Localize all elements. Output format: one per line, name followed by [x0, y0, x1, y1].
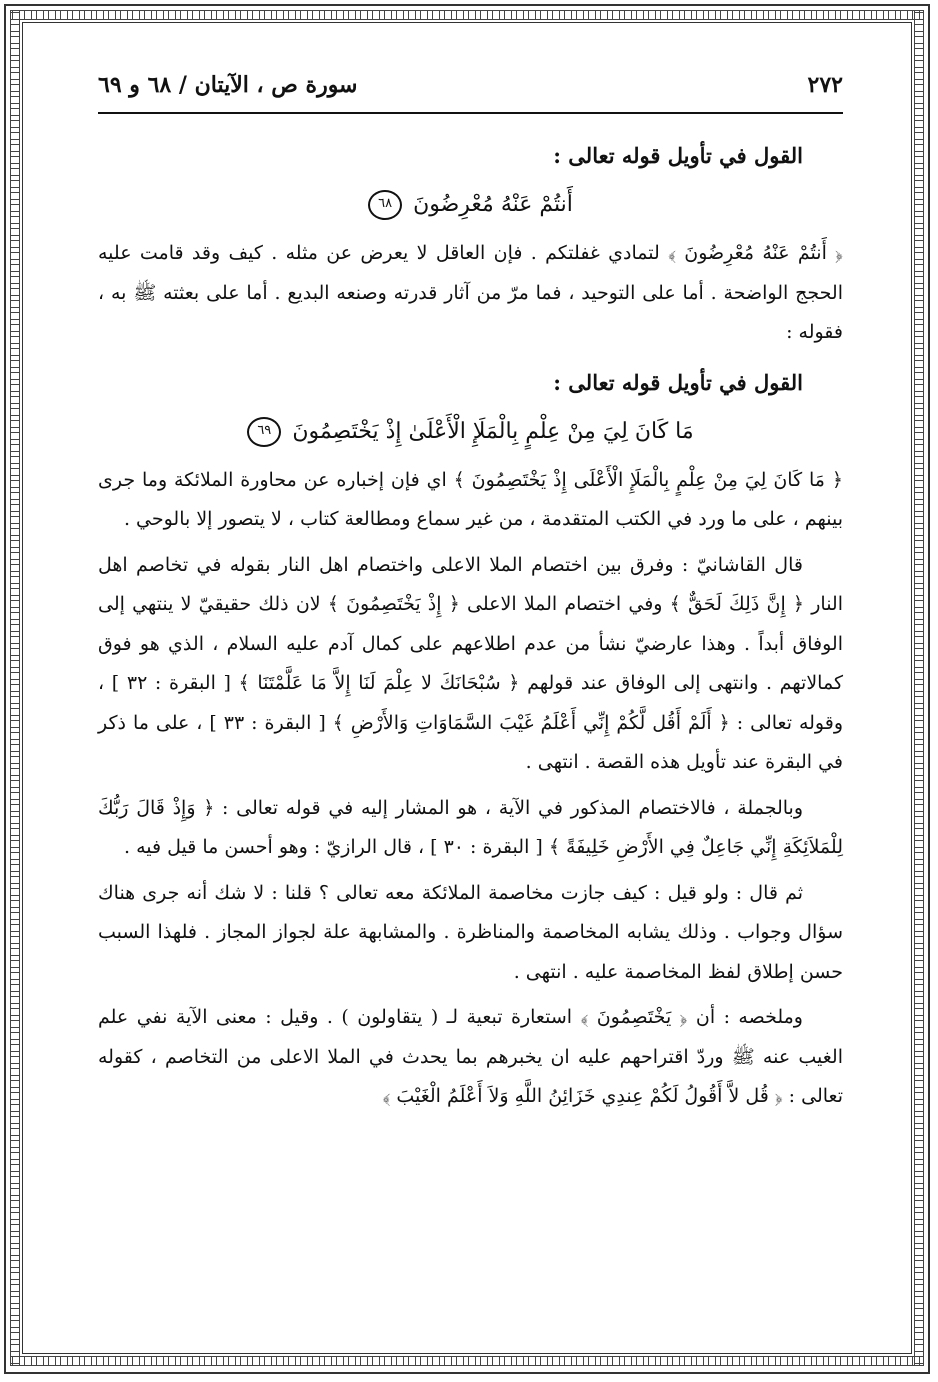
verse-68 — [98, 182, 843, 228]
paragraph-1: ﴿ أَنتُمْ عَنْهُ مُعْرِضُونَ ﴾ لتمادي غفلتكم . فإن العاقل لا يعرض عن مثله . كيف وقد قامت عليه الحجج الواضحة . أما على التوحيد ، فما مرّ من آثار قدرته وصنعه البديع . أما على بعثته ﷺ به ، فقوله : — [98, 242, 843, 343]
paragraph-5: ثم قال : ولو قيل : كيف جازت مخاصمة الملائكة معه تعالى ؟ قلنا : لا شك أنه جرى هناك سؤال وجواب . وذلك يشابه المخاصمة والمناظرة . والمشابهة علة لجواز المجاز . فلهذا السبب حسن إطلاق لفظ المخاصمة عليه . انتهى . — [98, 881, 843, 983]
section-heading-1: القول في تأويل قوله تعالى : — [553, 143, 803, 168]
decorative-border-right — [914, 10, 924, 1366]
decorative-border-left — [10, 10, 20, 1366]
page-header — [98, 68, 843, 108]
verse-text: أَنتُمْ عَنْهُ مُعْرِضُونَ — [413, 192, 573, 217]
ayah-number-badge: ٦٨ — [368, 190, 402, 220]
paragraph-6: وملخصه : أن ﴿ يَخْتَصِمُونَ ﴾ استعارة تبعية لـ ( يتقاولون ) . وقيل : معنى الآية نفي علم الغيب عنه ﷺ وردّ اقتراحهم عليه ان يخبرهم بما يحدث في الملا الاعلى من التخاصم ، كقوله تعالى : ﴿ قُل لاَّ أَقُولُ لَكُمْ عِندِي خَزَائِنُ اللَّهِ وَلاَ أَعْلَمُ الْغَيْبَ ﴾ — [98, 1006, 843, 1107]
verse-text: مَا كَانَ لِيَ مِنْ عِلْمٍ بِالْمَلَإِ الْأَعْلَىٰ إِذْ يَخْتَصِمُونَ — [292, 418, 694, 444]
verse-69 — [98, 409, 843, 455]
ayah-number-badge: ٦٩ — [247, 417, 281, 447]
decorative-border-bottom — [10, 1356, 924, 1366]
paragraph-4: وبالجملة ، فالاختصام المذكور في الآية ، هو المشار إليه في قوله تعالى : ﴿ وَإِذْ قَالَ رَبُّكَ لِلْمَلاَئِكَةِ إِنِّي جَاعِلٌ فِي الأَرْضِ خَلِيفَةً ﴾ [ البقرة : ٣٠ ] ، قال الرازيّ : وهو أحسن ما قيل فيه . — [98, 796, 843, 858]
header-rule — [98, 112, 843, 114]
page-body — [98, 126, 843, 1123]
decorative-border-top — [10, 10, 924, 20]
paragraph-2: ﴿ مَا كَانَ لِيَ مِنْ عِلْمٍ بِالْمَلَإِ الْأَعْلَى إِذْ يَخْتَصِمُونَ ﴾ اي فإن إخباره عن محاورة الملائكة وما جرى بينهم ، على ما ورد في الكتب المتقدمة ، من غير سماع ومطالعة كتاب ، لا يتصور إلا بالوحي . — [98, 468, 843, 530]
section-heading-2: القول في تأويل قوله تعالى : — [553, 369, 803, 395]
running-title: سورة ص ، الآيتان / ٦٨ و ٦٩ — [98, 72, 358, 98]
page-number: ٢٧٢ — [807, 72, 843, 98]
paragraph-3: قال القاشانيّ : وفرق بين اختصام الملا الاعلى واختصام اهل النار بقوله في تخاصم اهل النار ﴿ إِنَّ ذَلِكَ لَحَقٌّ ﴾ وفي اختصام الملا الاعلى ﴿ إِذْ يَخْتَصِمُونَ ﴾ لان ذلك حقيقيّ لا ينتهي إلى الوفاق أبداً . وهذا عارضيّ نشأ من عدم اطلاعهم على كمال آدم عليه السلام ، الذي هو فوق كمالاتهم . وانتهى إلى الوفاق عند قولهم ﴿ سُبْحَانَكَ لا عِلْمَ لَنَا إِلاَّ مَا عَلَّمْتَنَا ﴾ [ البقرة : ٣٢ ] ، وقوله تعالى : ﴿ أَلَمْ أَقُل لَّكُمْ إِنِّي أَعْلَمُ غَيْبَ السَّمَاوَاتِ وَالأَرْضِ ﴾ [ البقرة : ٣٣ ] ، على ما ذكر في البقرة عند تأويل هذه القصة . انتهى . — [98, 553, 844, 773]
